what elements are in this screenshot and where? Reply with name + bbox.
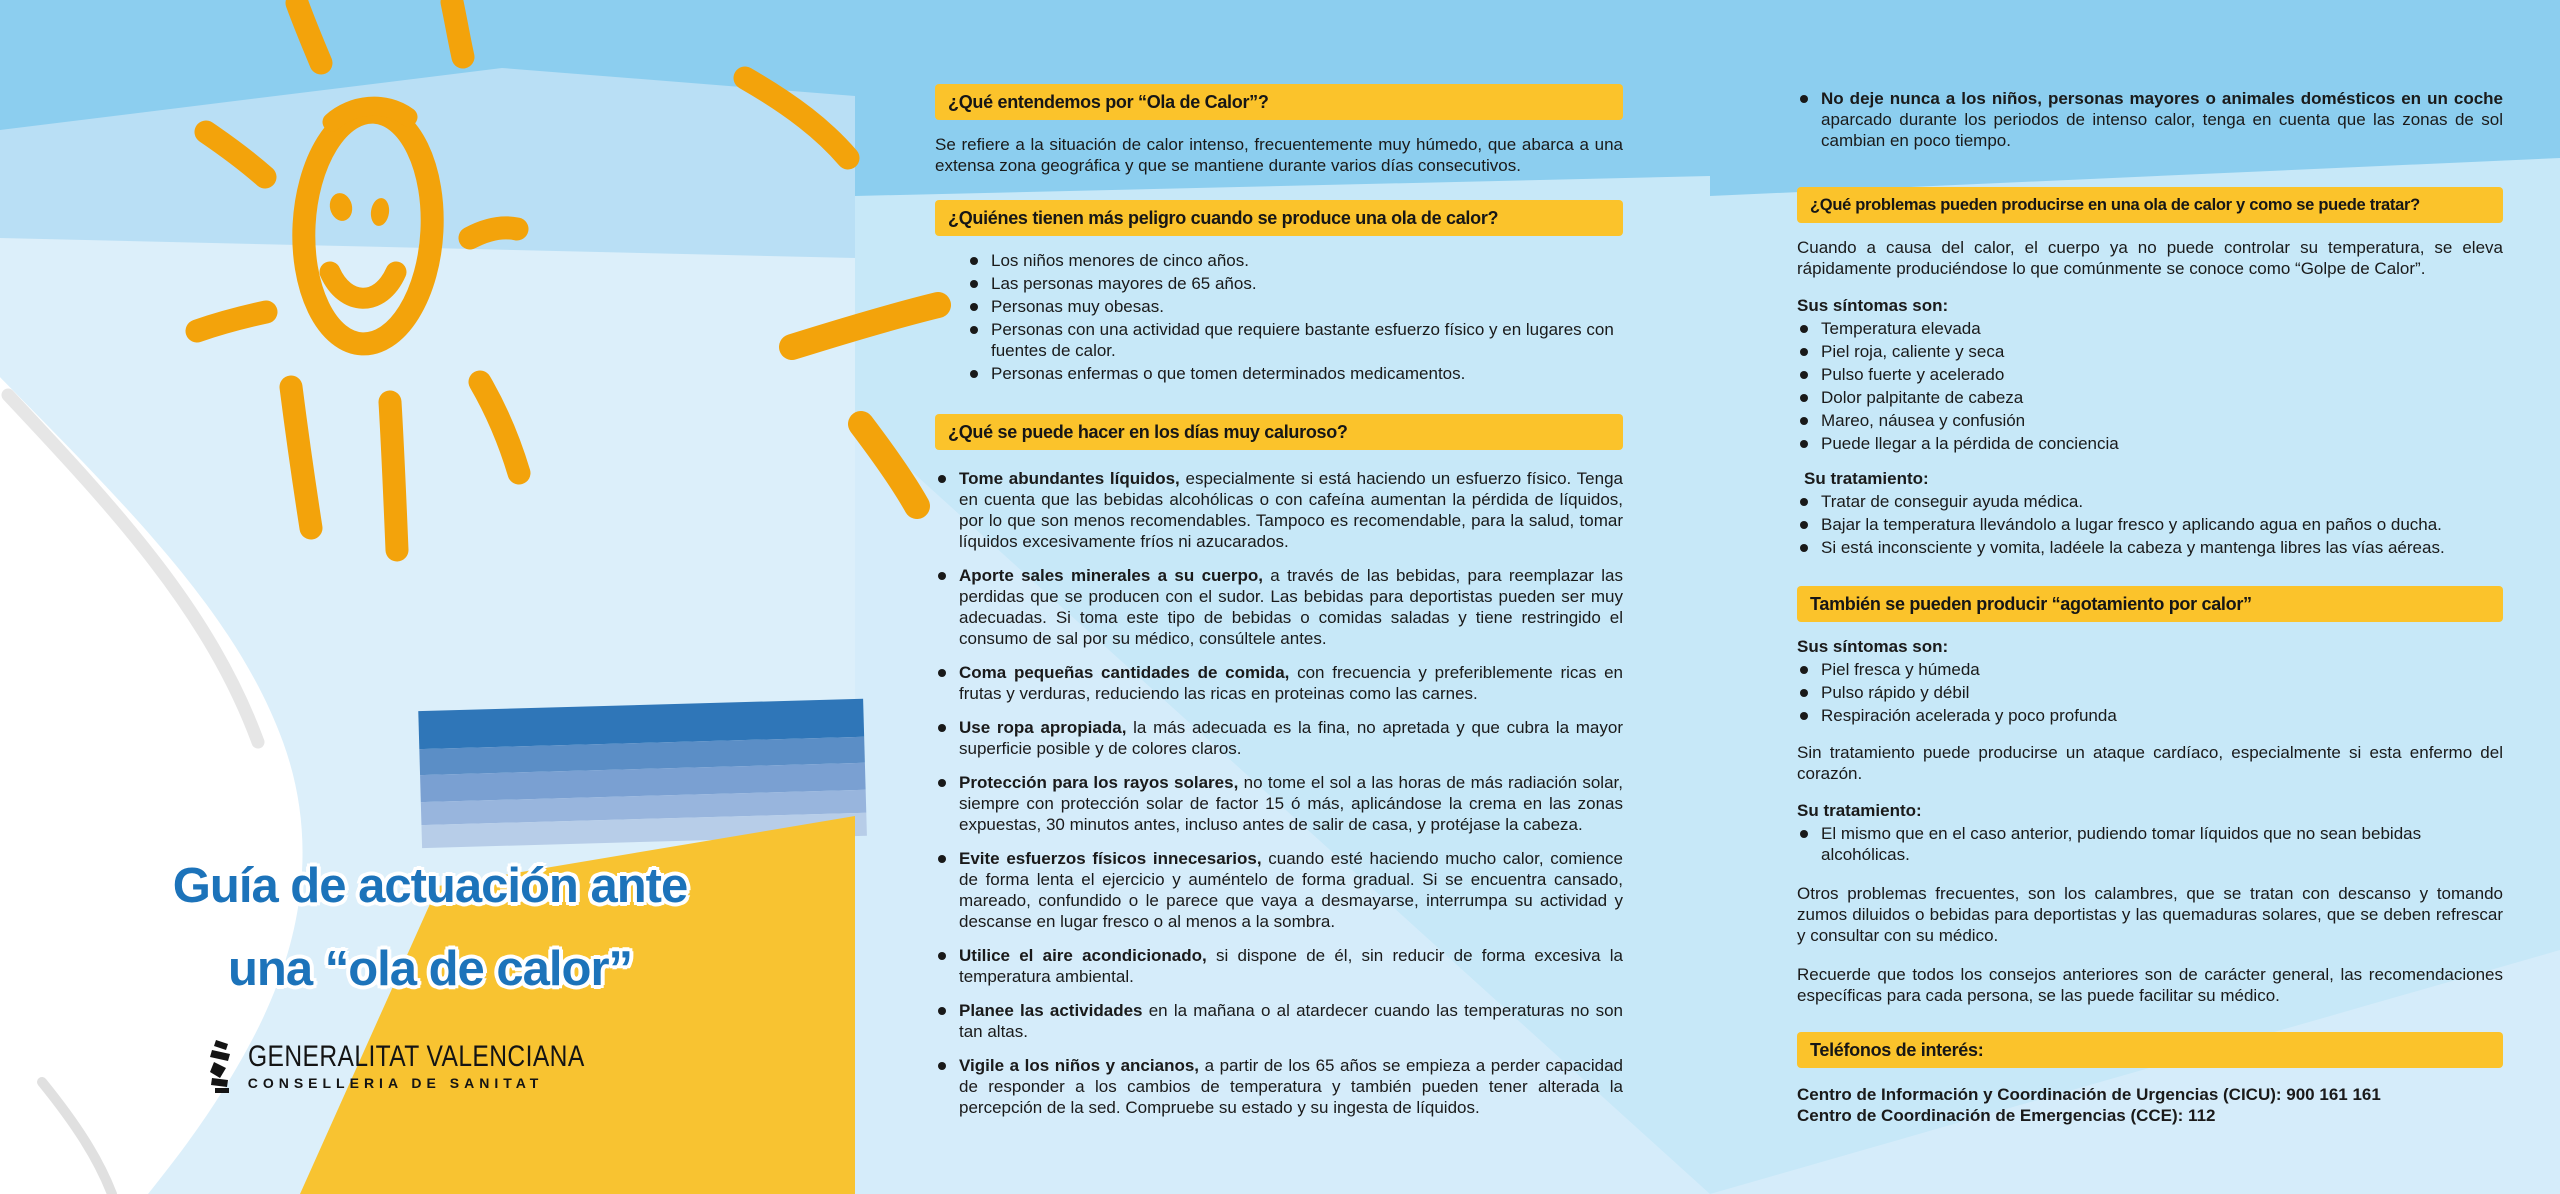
section-header-problemas	[1797, 187, 2503, 223]
advice-list	[935, 468, 1623, 1118]
list-item: Evite esfuerzos físicos innecesarios, cuando esté haciendo mucho calor, comience de forma lenta el ejercicio y auméntelo de forma gradual. Si se encuentra cansado, mareado, confundido o le parece que vaya a desmayarse, interrumpa su actividad y descanse en lugar fresco o al menos a la sombra.	[935, 848, 1623, 932]
list-item: Pulso fuerte y acelerado	[1797, 364, 2503, 385]
list-item: Utilice el aire acondicionado, si dispone de él, sin reducir de forma excesiva la temperatura ambiental.	[935, 945, 1623, 987]
list-item: Temperatura elevada	[1797, 318, 2503, 339]
paragraph-golpe-de-calor: Cuando a causa del calor, el cuerpo ya no puede controlar su temperatura, se eleva rápidamente produciéndose lo que comúnmente se conoce como “Golpe de Calor”.	[1797, 238, 2503, 278]
risk-groups-list	[967, 250, 1623, 384]
list-item: Piel fresca y húmeda	[1797, 659, 2503, 680]
cover-title-line2: una “ola de calor”	[227, 942, 633, 996]
section-header-que-entendemos	[935, 84, 1623, 120]
list-item: Las personas mayores de 65 años.	[967, 273, 1623, 294]
car-warning-item: No deje nunca a los niños, personas mayores o animales domésticos en un coche aparcado durante los periodos de intenso calor, tenga en cuenta que las zonas de sol cambian en poco tiempo.	[1797, 88, 2503, 151]
list-item: Tome abundantes líquidos, especialmente si está haciendo un esfuerzo físico. Tenga en cuenta que las bebidas alcohólicas o con cafeína aumentan la pérdida de líquidos, por lo que son menos recomendables. Tampoco es recomendable, para la salud, tomar líquidos excesivamente fríos ni azucarados.	[935, 468, 1623, 552]
list-item: Piel roja, caliente y seca	[1797, 341, 2503, 362]
list-item: El mismo que en el caso anterior, pudiendo tomar líquidos que no sean bebidas alcohólicas.	[1797, 823, 2503, 865]
list-item: Puede llegar a la pérdida de conciencia	[1797, 433, 2503, 454]
treatment-label: Su tratamiento:	[1797, 801, 1922, 820]
logo-department: CONSELLERIA DE SANITAT	[247, 1074, 544, 1091]
paragraph-reminder: Recuerde que todos los consejos anteriores son de carácter general, las recomendaciones específicas para cada persona, se las puede facilitar su médico.	[1797, 965, 2503, 1005]
symptoms-label: Sus síntomas son:	[1797, 637, 1949, 656]
cover-panel	[30, 859, 830, 1094]
cover-title-line1: Guía de actuación ante	[172, 859, 688, 913]
list-item: Vigile a los niños y ancianos, a partir de los 65 años se empieza a perder capacidad de responder a los cambios de temperatura y también pueden tener alterada la percepción de la sed. Compruebe su estado y su ingesta de líquidos.	[935, 1055, 1623, 1118]
list-item: Coma pequeñas cantidades de comida, con frecuencia y preferiblemente ricas en frutas y verduras, reduciendo las ricas en proteinas como las carnes.	[935, 662, 1623, 704]
paragraph-cardiac-note: Sin tratamiento puede producirse un ataque cardíaco, especialmente si esta enfermo del corazón.	[1797, 743, 2503, 783]
section-header-label: Teléfonos de interés:	[1810, 1040, 1984, 1060]
list-item: Aporte sales minerales a su cuerpo, a través de las bebidas, para reemplazar las perdidas que se producen con el sudor. Las bebidas para deportistas pueden ser muy adecuadas. Si toma este tipo de bebidas o comidas saladas y tiene restringido el consumo de sal por su médico, consúltele antes.	[935, 565, 1623, 649]
generalitat-emblem-icon	[202, 1038, 242, 1094]
section-header-label: ¿Quiénes tienen más peligro cuando se produce una ola de calor?	[948, 208, 1499, 228]
section-header-que-hacer	[935, 414, 1623, 450]
list-item: Personas con una actividad que requiere bastante esfuerzo físico y en lugares con fuentes de calor.	[967, 319, 1623, 361]
logo-name: GENERALITAT VALENCIANA	[247, 1039, 585, 1073]
middle-panel	[935, 84, 1623, 1131]
list-item: Use ropa apropiada, la más adecuada es la fina, no apretada y que cubra la mayor superficie posible y de colores claros.	[935, 717, 1623, 759]
list-item: Respiración acelerada y poco profunda	[1797, 705, 2503, 726]
section-header-label: ¿Qué entendemos por “Ola de Calor”?	[948, 92, 1269, 112]
heat-stroke-treatment-list	[1797, 491, 2503, 558]
list-item: Mareo, náusea y confusión	[1797, 410, 2503, 431]
paragraph-definition: Se refiere a la situación de calor intenso, frecuentemente muy húmedo, que abarca a una extensa zona geográfica y que se mantiene durante varios días consecutivos.	[935, 135, 1623, 175]
paragraph-other-problems: Otros problemas frecuentes, son los calambres, que se tratan con descanso y tomando zumos diluidos o bebidas para deportistas y las quemaduras solares, que se deben refrescar y consultar con su médico.	[1797, 884, 2503, 945]
phone-cicu: Centro de Información y Coordinación de Urgencias (CICU): 900 161 161	[1797, 1085, 2381, 1104]
generalitat-logo	[30, 1038, 830, 1094]
list-item: Protección para los rayos solares, no tome el sol a las horas de más radiación solar, siempre con protección solar de factor 15 ó más, aplicándose la crema en las zonas expuestas, 30 minutos antes, incluso antes de salir de casa, y protéjase la cabeza.	[935, 772, 1623, 835]
list-item: Dolor palpitante de cabeza	[1797, 387, 2503, 408]
heat-exhaustion-treatment-list	[1797, 823, 2503, 865]
section-header-label: ¿Qué problemas pueden producirse en una ola de calor y como se puede tratar?	[1810, 196, 2420, 214]
list-item: Pulso rápido y débil	[1797, 682, 2503, 703]
list-item: Tratar de conseguir ayuda médica.	[1797, 491, 2503, 512]
list-item: Planee las actividades en la mañana o al atardecer cuando las temperaturas no son tan altas.	[935, 1000, 1623, 1042]
list-item: Los niños menores de cinco años.	[967, 250, 1623, 271]
section-header-telefonos	[1797, 1032, 2503, 1068]
symptoms-label: Sus síntomas son:	[1797, 296, 1949, 315]
heat-exhaustion-symptoms-list	[1797, 659, 2503, 726]
phone-cce: Centro de Coordinación de Emergencias (CCE): 112	[1797, 1106, 2216, 1125]
treatment-label: Su tratamiento:	[1804, 469, 1929, 488]
section-header-agotamiento	[1797, 586, 2503, 622]
list-item: Personas muy obesas.	[967, 296, 1623, 317]
heat-stroke-symptoms-list	[1797, 318, 2503, 454]
list-item: Si está inconsciente y vomita, ladéele la cabeza y mantenga libres las vías aéreas.	[1797, 537, 2503, 558]
logo-text	[247, 1039, 659, 1091]
section-header-label: También se pueden producir “agotamiento por calor”	[1810, 594, 2252, 614]
right-panel	[1797, 88, 2503, 1126]
list-item: Bajar la temperatura llevándolo a lugar fresco y aplicando agua en paños o ducha.	[1797, 514, 2503, 535]
section-header-quienes-peligro	[935, 200, 1623, 236]
list-item: Personas enfermas o que tomen determinados medicamentos.	[967, 363, 1623, 384]
section-header-label: ¿Qué se puede hacer en los días muy caluroso?	[948, 422, 1348, 442]
